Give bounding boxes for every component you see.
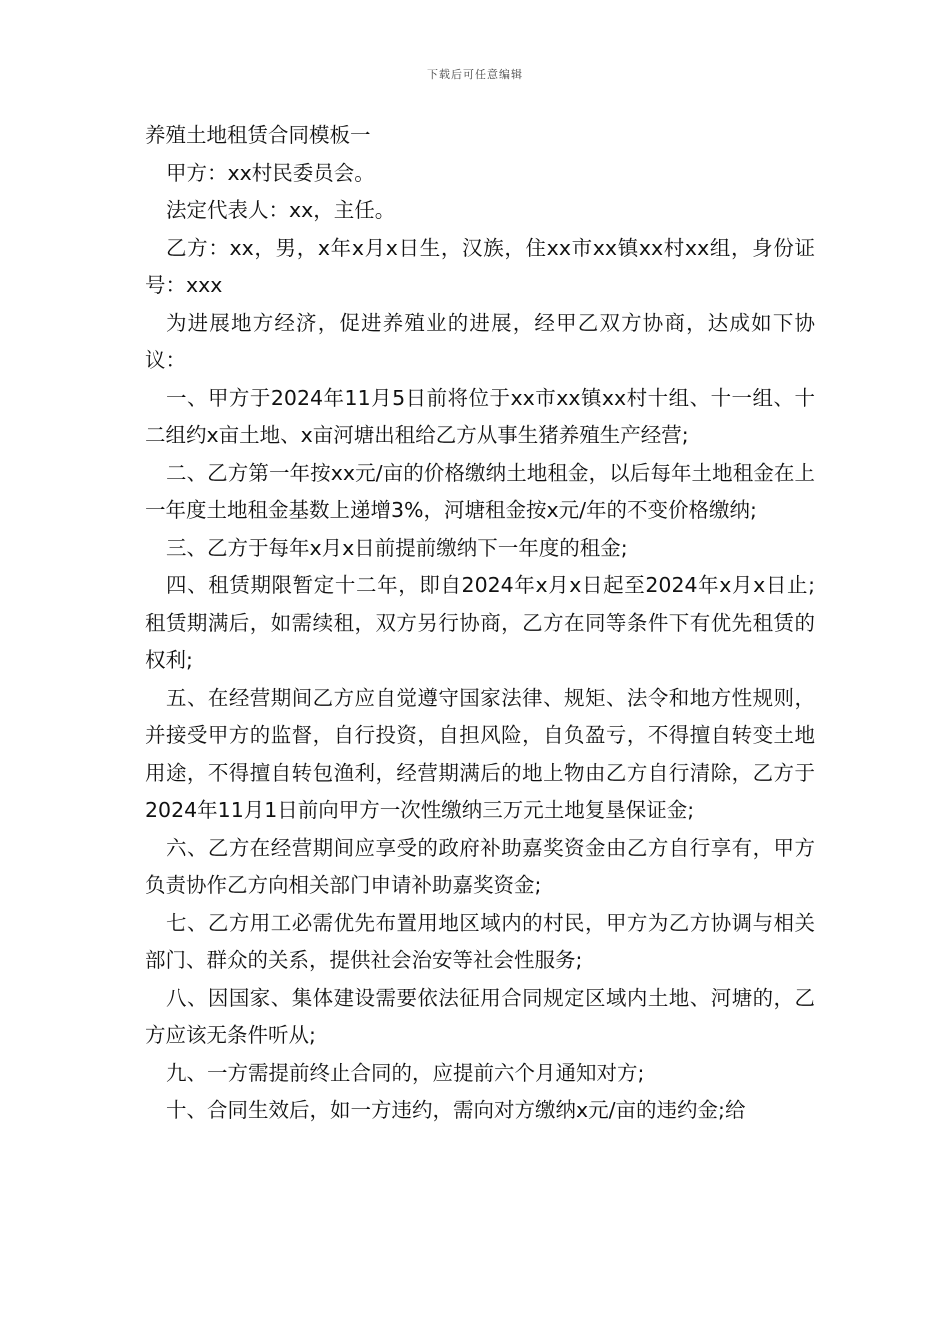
clause-3: 三、乙方于每年x月x日前提前缴纳下一年度的租金;: [166, 535, 628, 560]
clause-8: 八、因国家、集体建设需要依法征用合同规定区域内土地、河塘的，乙方应该无条件听从;: [145, 985, 815, 1047]
clause-2: 二、乙方第一年按xx元/亩的价格缴纳土地租金，以后每年土地租金在上一年度土地租金基数上递增3%，河塘租金按x元/年的不变价格缴纳;: [145, 460, 815, 522]
header-note: 下载后可任意编辑: [427, 68, 523, 81]
paragraph-party-b: 乙方：xx，男，x年x月x日生，汉族，住xx市xx镇xx村xx组，身份证号：xxx: [145, 235, 815, 297]
clause-1: 一、甲方于2024年11月5日前将位于xx市xx镇xx村十组、十一组、十二组约x亩土地、x亩河塘出租给乙方从事生猪养殖生产经营;: [145, 385, 815, 447]
clause-7: 七、乙方用工必需优先布置用地区域内的村民，甲方为乙方协调与相关部门、群众的关系，提供社会治安等社会性服务;: [145, 910, 815, 972]
clause-4: 四、租赁期限暂定十二年，即自2024年x月x日起至2024年x月x日止;租赁期满后，如需续租，双方另行协商，乙方在同等条件下有优先租赁的权利;: [145, 573, 815, 672]
clause-6: 六、乙方在经营期间应享受的政府补助嘉奖资金由乙方自行享有，甲方负责协作乙方向相关部门申请补助嘉奖资金;: [145, 835, 815, 897]
document-body: [145, 117, 815, 1130]
paragraph-preamble: 为进展地方经济，促进养殖业的进展，经甲乙双方协商，达成如下协议：: [145, 310, 815, 372]
clause-9: 九、一方需提前终止合同的，应提前六个月通知对方;: [166, 1060, 645, 1085]
document-title: 养殖土地租赁合同模板一: [145, 123, 371, 147]
paragraph-party-a: 甲方：xx村民委员会。: [166, 160, 375, 185]
paragraph-legal-representative: 法定代表人：xx，主任。: [166, 198, 396, 222]
clause-10: 十、合同生效后，如一方违约，需向对方缴纳x元/亩的违约金;给: [166, 1098, 746, 1122]
clause-5: 五、在经营期间乙方应自觉遵守国家法律、规矩、法令和地方性规则，并接受甲方的监督，自行投资，自担风险，自负盈亏，不得擅自转变土地用途，不得擅自转包渔利，经营期满后的地上物由乙方自行清除，乙方于2024年11月1日前向甲方一次性缴纳三万元土地复垦保证金;: [145, 685, 815, 822]
